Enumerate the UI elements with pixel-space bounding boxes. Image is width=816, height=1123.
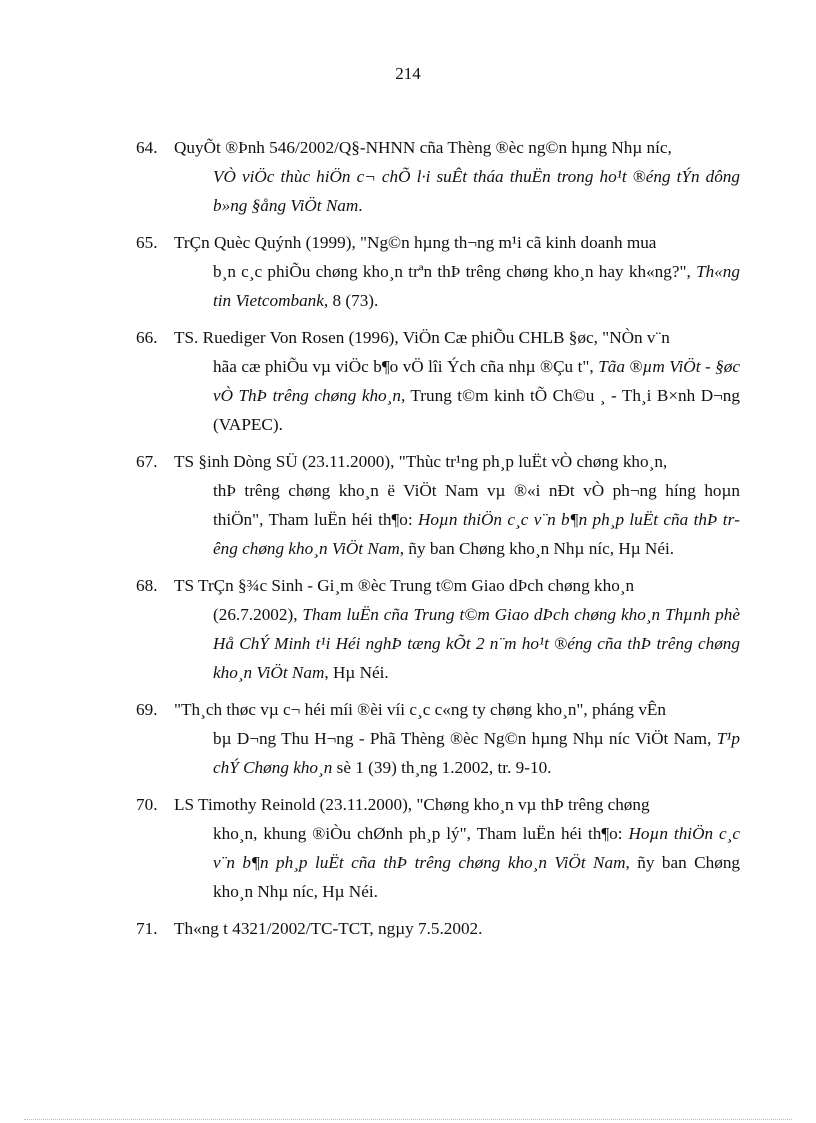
- reference-item: [0, 571, 816, 687]
- reference-number: 69.: [136, 700, 158, 719]
- reference-number: 66.: [136, 328, 158, 347]
- reference-text: , 8 (73).: [323, 291, 379, 310]
- reference-text: "Th¸ch thøc vµ c¬ héi míi ®èi víi c¸c c«ng ty chøng kho¸n", pháng vÊn: [174, 700, 667, 719]
- reference-text: Trung t©m kinh tÕ Ch©u ¸ - Th¸i B×nh D¬ng (VAPEC).: [213, 386, 740, 434]
- reference-item: [0, 790, 816, 906]
- reference-title-italic: Th«ng tin Vietcombank: [213, 262, 740, 310]
- reference-title-italic: Hoµn thiÖn c¸c v¨n b¶n ph¸p luËt cña thÞ trêng chøng kho¸n ViÖt Nam: [213, 824, 740, 872]
- reference-item: [0, 323, 816, 439]
- reference-text: , ñy ban Chøng kho¸n Nhµ níc, Hµ Néi.: [399, 539, 675, 558]
- reference-title-italic: VÒ viÖc thùc hiÖn c¬ chÕ l·i suÊt tháa thuËn trong ho¹t ®éng tÝn dông b»ng §ång ViÖt Nam: [213, 167, 740, 215]
- reference-text: .: [358, 196, 363, 215]
- reference-text: TS TrÇn §¾c Sinh - Gi¸m ®èc Trung t©m Giao dÞch chøng kho¸n: [174, 576, 635, 595]
- reference-item: [0, 914, 816, 943]
- reference-number: 65.: [136, 233, 158, 252]
- reference-text: (26.7.2002),: [213, 605, 303, 624]
- reference-item: [0, 695, 816, 782]
- reference-number: 71.: [136, 919, 158, 938]
- reference-title-italic: Tãa ®µm ViÖt - §øc vÒ ThÞ trêng chøng kho¸n,: [213, 357, 740, 405]
- reference-text: bµ D¬ng Thu H¬ng - Phã Thèng ®èc Ng©n hµng Nhµ níc ViÖt Nam,: [213, 729, 717, 748]
- reference-text: kho¸n, khung ®iÒu chØnh ph¸p lý", Tham luËn héi th¶o:: [213, 824, 629, 843]
- reference-number: 70.: [136, 795, 158, 814]
- reference-item: [0, 447, 816, 563]
- reference-list: [0, 133, 816, 951]
- page-number: 214: [395, 64, 421, 83]
- reference-text: sè 1 (39) th¸ng 1.2002, tr. 9-10.: [332, 758, 552, 777]
- reference-number: 68.: [136, 576, 158, 595]
- reference-title-italic: T¹p chÝ Chøng kho¸n: [213, 729, 740, 777]
- reference-text: TrÇn Quèc Quýnh (1999), "Ng©n hµng th¬ng m¹i cã kinh doanh mua: [174, 233, 657, 252]
- reference-text: , ñy ban Chøng kho¸n Nhµ níc, Hµ Néi.: [213, 853, 741, 901]
- reference-text: , Hµ Néi.: [324, 663, 389, 682]
- reference-item: [0, 133, 816, 220]
- reference-title-italic: Hoµn thiÖn c¸c v¨n b¶n ph¸p luËt cña thÞ trêng chøng kho¸n ViÖt Nam: [213, 510, 740, 558]
- reference-text: hãa cæ phiÕu vµ viÖc b¶o vÖ lîi Ých cña nhµ ®Çu t",: [213, 357, 599, 376]
- reference-text: thÞ trêng chøng kho¸n ë ViÖt Nam vµ ®«i nÐt vÒ ph¬ng híng hoµn thiÖn", Tham luËn héi th¶o:: [213, 481, 740, 529]
- reference-number: 67.: [136, 452, 158, 471]
- reference-title-italic: Tham luËn cña Trung t©m Giao dÞch chøng kho¸n Thµnh phè Hå ChÝ Minh t¹i Héi nghÞ tæng kÕt 2 n¨m ho¹t ®éng cña thÞ trêng chøng kho¸n ViÖt Nam: [213, 605, 740, 682]
- reference-text: Th«ng t 4321/2002/TC-TCT, ngµy 7.5.2002.: [174, 919, 483, 938]
- reference-text: TS §inh Dòng SÜ (23.11.2000), "Thùc tr¹ng ph¸p luËt vÒ chøng kho¸n,: [174, 452, 668, 471]
- reference-text: b¸n c¸c phiÕu chøng kho¸n trªn thÞ trêng chøng kho¸n hay kh«ng?",: [213, 262, 697, 281]
- reference-text: LS Timothy Reinold (23.11.2000), "Chøng kho¸n vµ thÞ trêng chøng: [174, 795, 650, 814]
- page-bottom-rule: [24, 1119, 792, 1120]
- reference-item: [0, 228, 816, 315]
- reference-number: 64.: [136, 138, 158, 157]
- reference-text: QuyÕt ®Þnh 546/2002/Q§-NHNN cña Thèng ®èc ng©n hµng Nhµ níc,: [174, 138, 672, 157]
- reference-text: TS. Ruediger Von Rosen (1996), ViÖn Cæ phiÕu CHLB §øc, "NÒn v¨n: [174, 328, 670, 347]
